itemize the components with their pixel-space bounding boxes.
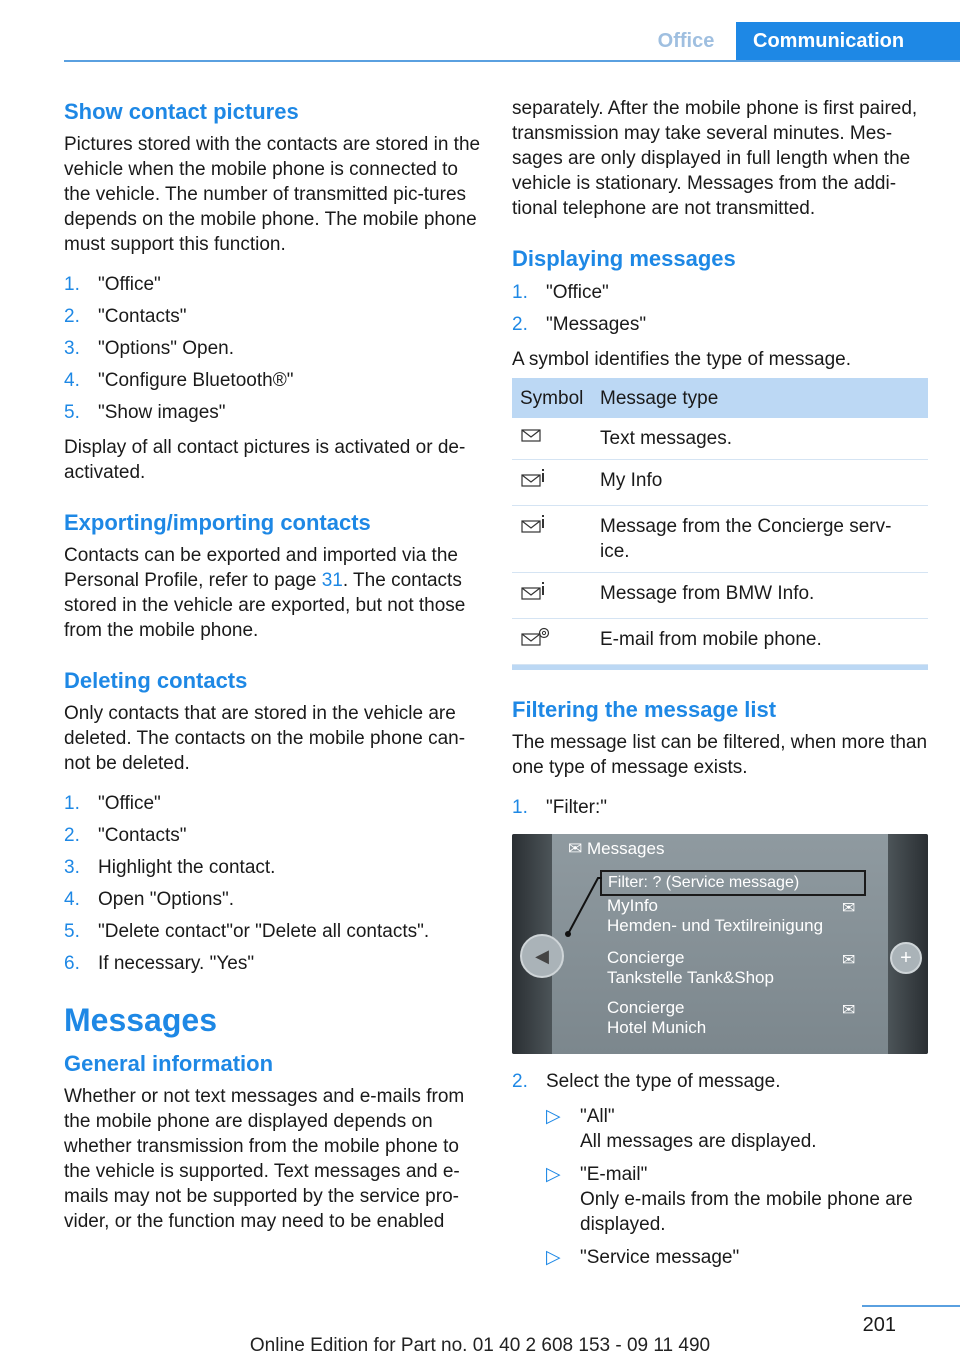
list-item: 2. "Messages" — [512, 314, 647, 335]
general-info-heading: General information — [64, 1051, 274, 1076]
screen-list-item: Concierge Tankstelle Tank&Shop — [607, 948, 774, 987]
list-item: 4. Open "Options". — [64, 889, 235, 910]
footer-rule — [862, 1305, 960, 1307]
general-info-body: Whether or not text messages and e-mails from the mobile phone are displayed depends on whether transmission from the mobile phone to the vehicle is supported. Text messages and e-mails may not be supported by the service pro-vider, or the function may need to be enabled — [64, 1086, 465, 1232]
envelope-info-icon — [520, 581, 548, 603]
header-section-tab: Office — [657, 29, 715, 52]
list-item: ▷ "E-mail" Only e-mails from the mobile phone are displayed. — [546, 1164, 913, 1235]
list-item: 5. "Delete contact"or "Delete all contacts". — [64, 921, 430, 942]
envelope-at-icon — [520, 627, 550, 649]
table-row: E-mail from mobile phone. — [512, 619, 928, 665]
list-item: 2. Select the type of message. — [512, 1071, 781, 1092]
envelope-info-icon — [520, 514, 548, 536]
filter-heading: Filtering the message list — [512, 697, 777, 722]
plus-icon: + — [890, 942, 922, 974]
list-item: ▷ "All" All messages are displayed. — [546, 1106, 817, 1152]
left-column — [64, 96, 482, 1248]
envelope-icon — [520, 426, 544, 444]
header-chapter-tab: Communication — [736, 22, 960, 60]
footer-edition: Online Edition for Part no. 01 40 2 608 153 - 09 11 490 — [249, 1335, 711, 1356]
list-item: 1. "Filter:" — [512, 797, 607, 818]
table-row: Message from the Concierge serv-ice. — [512, 506, 928, 573]
filter-body: The message list can be filtered, when more than one type of message exists. — [512, 732, 928, 778]
list-item: 1. "Office" — [512, 282, 609, 303]
export-body: Contacts can be exported and imported via the Personal Profile, refer to page 31. The contacts stored in the vehicle are exported, but not those from the mobile phone. — [64, 545, 466, 641]
idrive-screen-image — [512, 834, 928, 1054]
page-number: 201 — [862, 1314, 896, 1336]
header-rule — [64, 60, 960, 62]
page-reference-link[interactable]: 31 — [321, 570, 343, 591]
table-row: My Info — [512, 460, 928, 506]
table-bottom-rule — [512, 665, 928, 670]
continued-text: separately. After the mobile phone is first paired, transmission may take several minutes. Mes-sages are only displayed in full length when the vehicle is stationary. Messages from the addi-tional telephone are not transmitted. — [512, 98, 918, 219]
list-item: 2. "Contacts" — [64, 306, 187, 327]
screen-list-item: MyInfo Hemden- und Textilreinigung — [607, 896, 824, 935]
display-after: A symbol identifies the type of message. — [512, 349, 852, 370]
list-item: 2. "Contacts" — [64, 825, 187, 846]
show-pictures-heading: Show contact pictures — [64, 99, 299, 124]
table-header-symbol: Symbol — [512, 378, 592, 418]
table-row: Text messages. — [512, 418, 928, 460]
delete-steps — [64, 788, 482, 980]
callout-line — [512, 834, 928, 1054]
right-column — [512, 96, 930, 1278]
screen-list-item: Concierge Hotel Munich — [607, 998, 707, 1037]
list-item: 1. "Office" — [64, 793, 161, 814]
screen-filter-field: Filter: ? (Service message) — [600, 870, 866, 896]
list-item: 6. If necessary. "Yes" — [64, 953, 255, 974]
controller-back-icon: ◀ — [520, 934, 564, 978]
messages-title: Messages — [64, 1002, 217, 1038]
envelope-info-icon: ✉ — [842, 900, 856, 917]
list-item: ▷ "Service message" — [546, 1247, 740, 1268]
filter-step-2 — [512, 1066, 930, 1098]
message-type-table — [512, 378, 928, 665]
delete-body: Only contacts that are stored in the vehicle are deleted. The contacts on the mobile phone can-not be deleted. — [64, 703, 466, 774]
show-pictures-body: Pictures stored with the contacts are stored in the vehicle when the mobile phone is connected to the vehicle. The number of transmitted pic-tures depends on the mobile phone. The mobile phone must support this function. — [64, 134, 481, 255]
envelope-info-icon — [520, 468, 548, 490]
table-row: Message from BMW Info. — [512, 573, 928, 619]
filter-options — [512, 1104, 930, 1270]
display-heading: Displaying messages — [512, 246, 736, 271]
show-pictures-steps — [64, 269, 482, 429]
delete-heading: Deleting contacts — [64, 668, 248, 693]
screen-title: ✉ Messages — [568, 839, 665, 858]
display-steps — [512, 277, 930, 341]
list-item: 3. "Options" Open. — [64, 338, 235, 359]
list-item: 3. Highlight the contact. — [64, 857, 276, 878]
envelope-info-icon: ✉ — [842, 952, 856, 969]
table-header-type: Message type — [592, 378, 928, 418]
export-heading: Exporting/importing contacts — [64, 510, 371, 535]
filter-step-1 — [512, 792, 930, 824]
show-pictures-after: Display of all contact pictures is activated or de-activated. — [64, 437, 466, 483]
list-item: 4. "Configure Bluetooth®" — [64, 370, 294, 391]
list-item: 1. "Office" — [64, 274, 161, 295]
list-item: 5. "Show images" — [64, 402, 226, 423]
envelope-info-icon: ✉ — [842, 1002, 856, 1019]
